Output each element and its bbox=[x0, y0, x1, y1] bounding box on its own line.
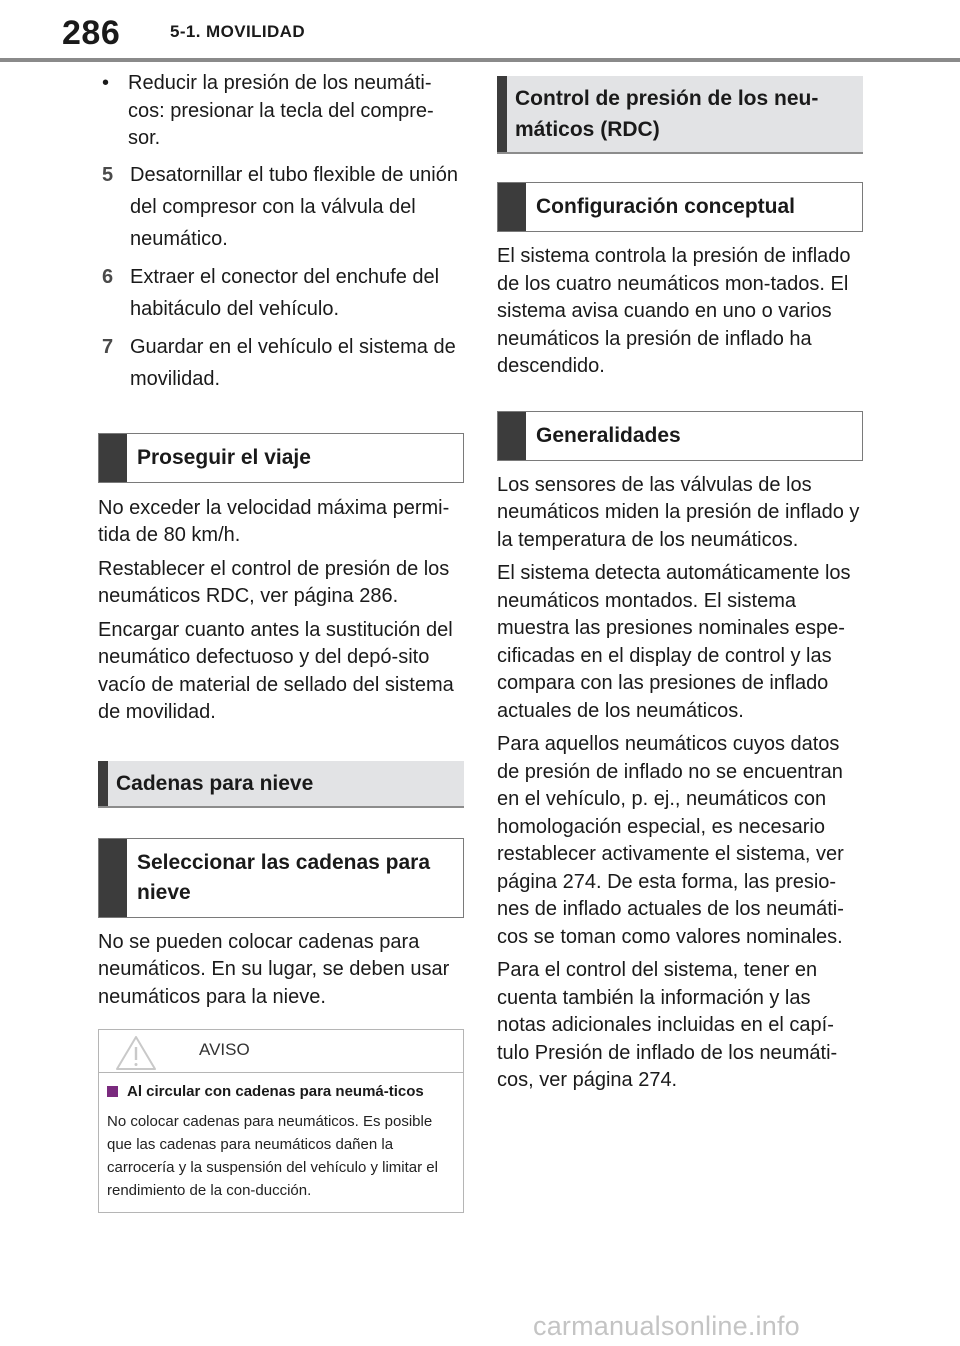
warning-icon bbox=[114, 1034, 158, 1072]
notice-subheading-text: Al circular con cadenas para neumá-ticos bbox=[127, 1083, 424, 1100]
step-5 bbox=[98, 159, 464, 255]
paragraph: No se pueden colocar cadenas para neumáticos. En su lugar, se deben usar neumáticos para la nieve. bbox=[98, 930, 450, 1008]
paragraph: El sistema detecta automáticamente los neumáticos montados. El sistema muestra las presiones nominales espe-cificadas en el display de control y las compara con las presiones de inflado actuales de los neumáticos. bbox=[497, 562, 851, 722]
bullet-text: Reducir la presión de los neumáti-cos: presionar la tecla del compre-sor. bbox=[128, 72, 434, 149]
bullet-icon: • bbox=[102, 72, 110, 94]
section-heading-seleccionar: Seleccionar las cadenas para nieve bbox=[98, 838, 464, 918]
step-text: Extraer el conector del enchufe del habitáculo del vehículo. bbox=[130, 265, 440, 320]
square-bullet-icon bbox=[107, 1086, 118, 1097]
step-7 bbox=[98, 331, 464, 395]
header-divider bbox=[0, 58, 960, 62]
page-header bbox=[0, 0, 960, 64]
notice-text: No colocar cadenas para neumáticos. Es posible que las cadenas para neumáticos dañen la carrocería y la suspensión del vehículo y limitar el rendimiento de la con-ducción. bbox=[107, 1113, 438, 1199]
left-column bbox=[98, 70, 464, 1213]
step-number: 6 bbox=[102, 265, 114, 288]
notice-header bbox=[99, 1030, 463, 1073]
section-heading-rdc: Control de presión de los neu-máticos (RDC) bbox=[497, 76, 863, 154]
notice-body bbox=[99, 1073, 463, 1212]
section-heading-cadenas: Cadenas para nieve bbox=[98, 761, 464, 808]
paragraph: Encargar cuanto antes la sustitución del neumático defectuoso y del depó-sito vacío de material de sellado del sistema de movilidad. bbox=[98, 618, 454, 723]
step-text: Guardar en el vehículo el sistema de movilidad. bbox=[130, 335, 456, 390]
watermark: carmanualsonline.info bbox=[533, 1311, 800, 1341]
step-number: 5 bbox=[102, 163, 114, 186]
paragraph: No exceder la velocidad máxima permi-tida de 80 km/h. bbox=[98, 496, 450, 546]
section-heading-configuracion: Configuración conceptual bbox=[497, 182, 863, 232]
paragraph: Los sensores de las válvulas de los neumáticos miden la presión de inflado y la temperatura de los neumáticos. bbox=[497, 473, 860, 551]
right-column bbox=[497, 70, 863, 1101]
section-heading-generalidades: Generalidades bbox=[497, 411, 863, 461]
list-item bbox=[98, 70, 464, 153]
notice-box bbox=[98, 1029, 464, 1213]
section-heading-proseguir: Proseguir el viaje bbox=[98, 433, 464, 483]
page-number: 286 bbox=[62, 14, 121, 52]
notice-subheading bbox=[107, 1081, 455, 1102]
paragraph: Restablecer el control de presión de los neumáticos RDC, ver página 286. bbox=[98, 557, 450, 607]
paragraph: El sistema controla la presión de inflado de los cuatro neumáticos mon-tados. El sistema avisa cuando en uno o varios neumáticos la presión de inflado ha descendido. bbox=[497, 245, 851, 377]
section-title: 5-1. MOVILIDAD bbox=[170, 22, 306, 41]
paragraph: Para el control del sistema, tener en cuenta también la información y las notas adicionales incluidas en el capí-tulo Presión de inflado de los neumáti-cos, ver página 274. bbox=[497, 959, 838, 1091]
step-text: Desatornillar el tubo flexible de unión del compresor con la válvula del neumático. bbox=[130, 163, 458, 250]
notice-title: AVISO bbox=[199, 1040, 250, 1059]
step-number: 7 bbox=[102, 335, 114, 358]
paragraph: Para aquellos neumáticos cuyos datos de presión de inflado no se encuentran en el vehículo, p. ej., neumáticos con homologación especial, es necesario restablecer activamente el sistema, ver página 274. De esta forma, las presio-nes de inflado actuales de los neumáti-cos se toman como valores nominales. bbox=[497, 733, 844, 948]
step-6 bbox=[98, 261, 464, 325]
